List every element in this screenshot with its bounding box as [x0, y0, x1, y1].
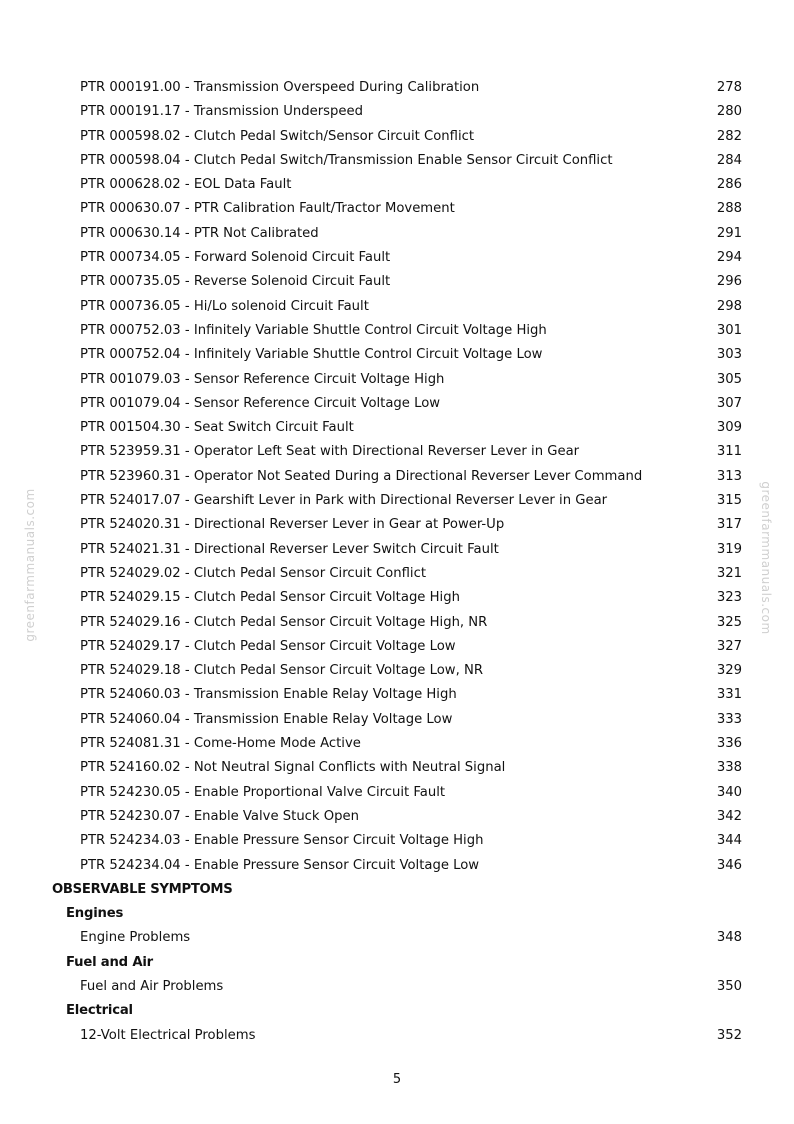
toc-entry-page: 344: [716, 833, 742, 849]
toc-entry-title: PTR 000191.00 - Transmission Overspeed During Calibration: [80, 80, 480, 95]
toc-entry-title: PTR 524017.07 - Gearshift Lever in Park with Directional Reverser Lever in Gear: [80, 493, 608, 509]
toc-entry-title: PTR 524020.31 - Directional Reverser Lever in Gear at Power-Up: [80, 517, 505, 533]
toc-entry-title: PTR 524029.16 - Clutch Pedal Sensor Circuit Voltage High, NR: [80, 614, 488, 630]
toc-entry[interactable]: [0, 611, 794, 635]
toc-entry[interactable]: [0, 76, 794, 100]
toc-entry[interactable]: [0, 805, 794, 829]
toc-entry-page: 319: [716, 541, 742, 557]
toc-entry-title: PTR 524060.03 - Transmission Enable Relay Voltage High: [80, 687, 457, 703]
toc-entry-title: PTR 524029.15 - Clutch Pedal Sensor Circuit Voltage High: [80, 590, 460, 606]
toc-entry[interactable]: [0, 270, 794, 294]
section-heading-text: OBSERVABLE SYMPTOMS: [52, 881, 233, 897]
toc-entry-page: 338: [716, 760, 742, 776]
toc-entry[interactable]: [0, 149, 794, 173]
toc-entry-title: PTR 000734.05 - Forward Solenoid Circuit Fault: [80, 250, 391, 266]
watermark-right: greenfarmmanuals.com: [759, 481, 773, 635]
toc-entry-title: PTR 524021.31 - Directional Reverser Lever Switch Circuit Fault: [80, 541, 499, 557]
page-number: 5: [392, 1072, 402, 1087]
toc-entry-title: PTR 000735.05 - Reverse Solenoid Circuit Fault: [80, 274, 391, 290]
toc-entry-page: 317: [716, 517, 742, 533]
toc-entry-page: 284: [716, 152, 742, 168]
toc-entry-title: 12-Volt Electrical Problems: [80, 1027, 256, 1043]
toc-entry-title: PTR 524234.04 - Enable Pressure Sensor Circuit Voltage Low: [80, 857, 480, 873]
toc-entry[interactable]: [0, 440, 794, 464]
toc-entry-page: 288: [716, 201, 742, 217]
toc-entry-page: 331: [716, 687, 742, 703]
toc-entry[interactable]: [0, 708, 794, 732]
toc-entry-title: PTR 000752.04 - Infinitely Variable Shuttle Control Circuit Voltage Low: [80, 347, 543, 363]
toc-entry-page: 315: [716, 493, 742, 509]
toc-entry[interactable]: [0, 635, 794, 659]
toc-entry-fuel-and-air-problems[interactable]: [0, 975, 794, 999]
toc-entry-title: PTR 001079.03 - Sensor Reference Circuit Voltage High: [80, 371, 445, 387]
toc-entry-page: 298: [716, 298, 742, 314]
toc-entry-page: 309: [716, 420, 742, 436]
toc-entry-page: 336: [716, 736, 742, 752]
toc-entry-title: PTR 000598.02 - Clutch Pedal Switch/Sensor Circuit Conflict: [80, 128, 475, 144]
toc-entry-page: 305: [716, 371, 742, 387]
toc-entry-page: 342: [716, 808, 742, 824]
toc-entry-page: 313: [716, 468, 742, 484]
toc-entry-page: 333: [716, 711, 742, 727]
toc-entry-title: PTR 523960.31 - Operator Not Seated During a Directional Reverser Lever Command: [80, 468, 643, 484]
toc-entry[interactable]: [0, 173, 794, 197]
toc-entry-page: 325: [716, 614, 742, 630]
toc-entry[interactable]: [0, 854, 794, 878]
toc-entry[interactable]: [0, 756, 794, 780]
toc-entry-list: [0, 76, 794, 878]
toc-entry[interactable]: [0, 513, 794, 537]
toc-entry[interactable]: [0, 295, 794, 319]
toc-entry-page: 291: [716, 225, 742, 241]
table-of-contents: [0, 76, 794, 1048]
toc-entry-12-volt-electrical-problems[interactable]: [0, 1024, 794, 1048]
toc-entry-title: PTR 000752.03 - Infinitely Variable Shuttle Control Circuit Voltage High: [80, 322, 547, 338]
toc-entry-page: 282: [716, 128, 742, 144]
toc-entry-page: 286: [716, 177, 742, 193]
toc-entry[interactable]: [0, 222, 794, 246]
toc-entry[interactable]: [0, 197, 794, 221]
subsection-heading-electrical: [0, 999, 794, 1023]
toc-entry-engine-problems[interactable]: [0, 926, 794, 950]
toc-entry[interactable]: [0, 368, 794, 392]
toc-entry-page: 280: [716, 104, 742, 120]
toc-entry[interactable]: [0, 732, 794, 756]
toc-entry[interactable]: [0, 392, 794, 416]
watermark-left: greenfarmmanuals.com: [23, 488, 37, 642]
toc-entry[interactable]: [0, 829, 794, 853]
toc-entry[interactable]: [0, 246, 794, 270]
toc-entry[interactable]: [0, 781, 794, 805]
toc-entry[interactable]: [0, 416, 794, 440]
toc-entry-title: PTR 001504.30 - Seat Switch Circuit Fault: [80, 420, 354, 436]
toc-entry-page: 346: [716, 857, 742, 873]
toc-entry-page: 323: [716, 590, 742, 606]
toc-entry-title: PTR 000598.04 - Clutch Pedal Switch/Transmission Enable Sensor Circuit Conflict: [80, 152, 613, 168]
subsection-heading-text: Fuel and Air: [66, 954, 153, 970]
toc-entry-title: PTR 000736.05 - Hi/Lo solenoid Circuit Fault: [80, 298, 369, 314]
toc-entry-title: PTR 000191.17 - Transmission Underspeed: [80, 104, 363, 120]
subsection-heading-fuel-and-air: [0, 951, 794, 975]
toc-entry-title: PTR 524029.18 - Clutch Pedal Sensor Circuit Voltage Low, NR: [80, 663, 483, 679]
toc-entry-title: PTR 000630.14 - PTR Not Calibrated: [80, 225, 319, 241]
toc-entry-title: PTR 524029.02 - Clutch Pedal Sensor Circuit Conflict: [80, 565, 426, 581]
toc-entry-page: 301: [716, 322, 742, 338]
toc-entry-page: 329: [716, 663, 742, 679]
subsection-heading-text: Electrical: [66, 1003, 133, 1019]
toc-entry-page: 294: [716, 250, 742, 266]
toc-entry[interactable]: [0, 659, 794, 683]
toc-entry-page: 296: [716, 274, 742, 290]
toc-entry[interactable]: [0, 538, 794, 562]
toc-entry[interactable]: [0, 125, 794, 149]
toc-entry-title: PTR 524230.05 - Enable Proportional Valve Circuit Fault: [80, 784, 446, 800]
toc-entry-page: 327: [716, 638, 742, 654]
toc-entry-title: Engine Problems: [80, 930, 191, 946]
toc-entry-page: 321: [716, 565, 742, 581]
toc-entry-title: Fuel and Air Problems: [80, 978, 224, 994]
subsection-heading-text: Engines: [66, 906, 124, 922]
toc-entry[interactable]: [0, 489, 794, 513]
subsection-heading-engines: [0, 902, 794, 926]
toc-entry-title: PTR 524234.03 - Enable Pressure Sensor Circuit Voltage High: [80, 833, 484, 849]
toc-entry-title: PTR 000630.07 - PTR Calibration Fault/Tractor Movement: [80, 201, 455, 217]
toc-entry-title: PTR 000628.02 - EOL Data Fault: [80, 177, 292, 193]
toc-entry[interactable]: [0, 586, 794, 610]
toc-entry-title: PTR 524230.07 - Enable Valve Stuck Open: [80, 808, 359, 824]
toc-entry[interactable]: [0, 562, 794, 586]
toc-entry-page: 350: [716, 978, 742, 994]
toc-entry-page: 311: [716, 444, 742, 460]
toc-entry-title: PTR 524160.02 - Not Neutral Signal Conflicts with Neutral Signal: [80, 760, 506, 776]
section-heading-observable-symptoms: [0, 878, 794, 902]
toc-entry-page: 303: [716, 347, 742, 363]
toc-entry-title: PTR 524029.17 - Clutch Pedal Sensor Circuit Voltage Low: [80, 638, 456, 654]
toc-entry-page: 278: [716, 80, 742, 95]
toc-entry[interactable]: [0, 319, 794, 343]
toc-entry-title: PTR 001079.04 - Sensor Reference Circuit Voltage Low: [80, 395, 441, 411]
toc-entry[interactable]: [0, 100, 794, 124]
toc-entry[interactable]: [0, 683, 794, 707]
toc-entry[interactable]: [0, 343, 794, 367]
toc-entry-page: 340: [716, 784, 742, 800]
toc-entry-page: 352: [716, 1027, 742, 1043]
toc-entry-page: 348: [716, 930, 742, 946]
toc-entry-title: PTR 523959.31 - Operator Left Seat with Directional Reverser Lever in Gear: [80, 444, 580, 460]
toc-entry-page: 307: [716, 395, 742, 411]
toc-entry-title: PTR 524060.04 - Transmission Enable Relay Voltage Low: [80, 711, 453, 727]
toc-entry[interactable]: [0, 465, 794, 489]
toc-entry-title: PTR 524081.31 - Come-Home Mode Active: [80, 736, 361, 752]
